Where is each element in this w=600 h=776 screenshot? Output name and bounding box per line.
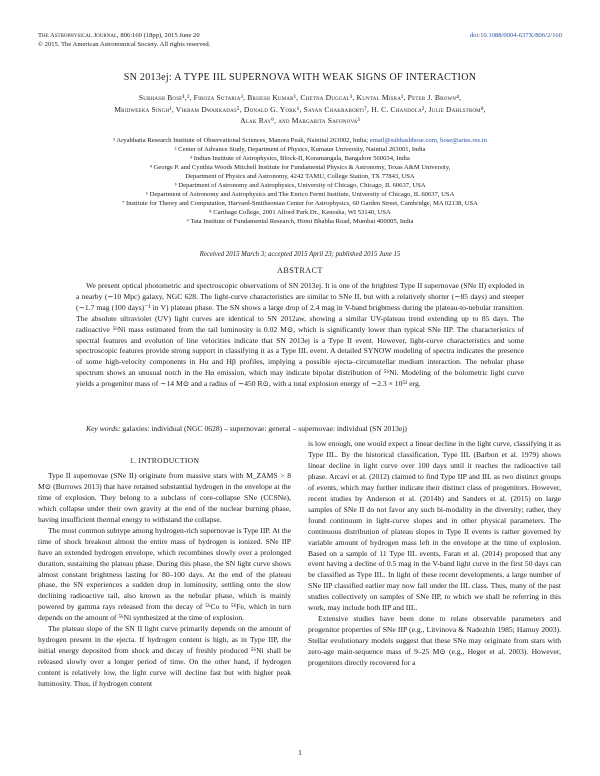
author-line: Subhash Bose¹,², Firoza Sutaria³, Brijesh Kumar¹, Chetna Duggal³, Kuntal Misra¹, Peter J. Brown⁴,	[138, 93, 462, 102]
body-paragraph: The most common subtype among hydrogen-rich supernovae is Type IIP. At the time of shock breakout almost the entire mass of hydrogen is ionized. SNe IIP have an extended hydrogen envelope, which recombines slowly over a prolonged duration, sustaining the plateau phase. During this phase, the SN light curve shows almost constant brightness lasting for 80–100 days. At the end of the plateau phase, the SN experiences a sudden drop in luminosity, settling onto the slow declining radioactive tail, also known as the nebular phase, which is mainly powered by gamma rays released from the decay of ⁵⁶Co to ⁵⁶Fe, which in turn depends on the amount of ⁵⁶Ni synthesized at the time of explosion.	[38, 525, 291, 623]
left-column	[38, 456, 291, 690]
affiliation-line: ² Center of Advance Study, Department of Physics, Kumaun University, Nainital 263001, India	[174, 146, 426, 153]
affiliation-line: ¹ Aryabhatta Research Institute of Observational Sciences, Manora Peak, Nainital 263002, India; email@subhashbose.com, bose@aries.res.in	[113, 137, 487, 144]
keywords	[86, 424, 516, 434]
affiliation-line: ⁴ George P. and Cynthia Woods Mitchell Institute for Fundamental Physics & Astronomy, Texas A&M University,	[149, 164, 451, 171]
affiliation-line: ⁹ Tata Institute of Fundamental Research, Homi Bhabha Road, Mumbai 400005, India	[186, 218, 414, 225]
affiliation-line: ³ Indian Institute of Astrophysics, Block-II, Koramangala, Bangalore 560034, India	[190, 155, 410, 162]
keywords-text: galaxies: individual (NGC 0628) – supernovae: general – supernovae: individual (SN 2013ej)	[120, 424, 407, 433]
affiliation-line: ⁸ Carthage College, 2001 Alford Park Dr., Kenosha, WI 53140, USA	[209, 209, 391, 216]
abstract-heading: ABSTRACT	[277, 266, 323, 275]
author-line: Alak Ray⁹, and Margarita Safonova³	[240, 116, 360, 125]
affiliation-line: ⁷ Institute for Theory and Computation, Harvard-Smithsonian Center for Astrophysics, 60 Garden Street, Cambridge, MA 02138, USA	[122, 200, 478, 207]
journal-citation: , 806:160 (18pp), 2015 June 20	[117, 32, 200, 39]
doi-link[interactable]: doi:10.1088/0004-637X/806/2/160	[469, 32, 562, 39]
author-line: Mridweeka Singh¹, Vikram Dwarkadas⁵, Donald G. York⁶, Sayan Chakraborti⁷, H. C. Chandola², Julie Dahlstrom⁸,	[114, 104, 486, 114]
author-list	[60, 92, 540, 127]
body-paragraph: Type II supernovae (SNe II) originate from massive stars with M_ZAMS > 8 M⊙ (Burrows 2013) that have retained substantial hydrogen in the envelope at the time of explosion. They belong to a subclass of core-collapse SNe (CCSNe), which collapse under their own gravity at the end of the nuclear burning phase, having insufficient thermal energy to withstand the collapse.	[38, 470, 291, 524]
body-paragraph: The plateau slope of the SN II light curve primarily depends on the amount of hydrogen present in the ejecta. If hydrogen content is high, as in Type IIP, the initial energy deposited from shock and decay of freshly produced ⁵⁶Ni shall be released slowly over a longer period of time. On the other hand, if hydrogen content is relatively low, the light curve will decline fast but with higher peak luminosity. Thus, if hydrogen content	[38, 624, 291, 689]
affiliation-line: ⁵ Department of Astronomy and Astrophysics, University of Chicago, Chicago, IL 60637, USA	[174, 182, 426, 189]
author-email-link[interactable]: email@subhashbose.com, bose@aries.res.in	[369, 137, 487, 144]
page-number: 1	[298, 748, 302, 757]
journal-name[interactable]: The Astrophysical Journal	[38, 32, 118, 39]
body-paragraph: is low enough, one would expect a linear decline in the light curve, classifying it as Type IIL. By the historical classification, Type IIL (Barbon et al. 1979) shows linear decline in light curve over 100 days until it reaches the radioactive tail phase. Arcavi et al. (2012) claimed to find Type IIP and IIL as two distinct groups of events, which may further indicate their distinct class of progenitors. However, recent studies by Anderson et al. (2014b) and Sanders et al. (2015) on large samples of SNe II do not favor any such bi-modality in the diversity; rather, they found continuum in light-curve slopes and in other physical parameters. The continuous distribution of plateau slopes in Type II events is rather governed by variable amount of hydrogen mass left in the envelope at the time of explosion. Based on a sample of 11 Type IIL events, Faran et al. (2014) proposed that any event having a decline of 0.5 mag in the V-band light curve in the first 50 days can be classified as Type IIL. In light of these recent developments, a large number of SNe IIP classified earlier may now fall under the IIL class. Thus, many of the past studies collectively on samples of SNe IIP, to which we shall be referring in this work, may include both IIP and IIL.	[308, 439, 561, 613]
affiliation-line: ⁶ Department of Astronomy and Astrophysics and The Enrico Fermi Institute, University of Chicago, IL 60637, USA	[145, 191, 455, 198]
copyright-line: © 2015. The American Astronomical Society. All rights reserved.	[38, 41, 211, 48]
affiliation-line: Department of Physics and Astronomy, 4242 TAMU, College Station, TX 77843, USA	[185, 173, 415, 180]
abstract-text: We present optical photometric and spectroscopic observations of SN 2013ej. It is one of the brightest Type II supernovae (SNe II) exploded in a nearby (∼10 Mpc) galaxy, NGC 628. The light-curve characteristics are similar to SNe II, but with a relatively shorter (∼85 days) and steeper (∼1.7 mag (100 days)⁻¹ in V) plateau phase. The SN shows a large drop of 2.4 mag in V-band brightness during the plateau-to-nebular transition. The absolute ultraviolet (UV) light curves are identical to SN 2012aw, showing a similar UV-plateau trend extending up to 85 days. The radioactive ⁵⁶Ni mass estimated from the tail luminosity is 0.02 M⊙, which is significantly lower than typical SNe IIP. The characteristics of spectral features and evolution of line velocities indicate that SN 2013ej is a Type II event. However, light-curve characteristics and some spectroscopic features provide strong support in classifying it as a Type IIL event. A detailed SYNOW modeling of spectra indicates the presence of some high-velocity components in Hα and Hβ profiles, implying a possible ejecta–circumstellar medium interaction. The nebular phase spectrum shows an unusual notch in the Hα emission, which may indicate bipolar distribution of ⁵⁶Ni. Modeling of the bolometric light curve yields a progenitor mass of ∼14 M⊙ and a radius of ∼450 R⊙, with a total explosion energy of ∼2.3 × 10⁵¹ erg.	[76, 281, 524, 389]
body-paragraph: Extensive studies have been done to relate observable parameters and progenitor properties of SNe IIP (e.g., Litvinova & Nadezhin 1985; Hamuy 2003). Stellar evolutionary models suggest that these SNe may originate from stars with zero-age main-sequence mass of 9–25 M⊙ (e.g., Heger et al. 2003). However, progenitors directly recovered for a	[308, 614, 561, 668]
affiliation-list	[70, 136, 530, 226]
paper-title: SN 2013ej: A TYPE IIL SUPERNOVA WITH WEAK SIGNS OF INTERACTION	[123, 72, 477, 83]
received-dates: Received 2015 March 3; accepted 2015 April 23; published 2015 June 15	[199, 251, 401, 258]
keywords-label: Key words:	[86, 424, 121, 433]
running-header	[38, 31, 562, 49]
right-column	[308, 439, 561, 669]
section-heading: 1. INTRODUCTION	[129, 456, 200, 465]
